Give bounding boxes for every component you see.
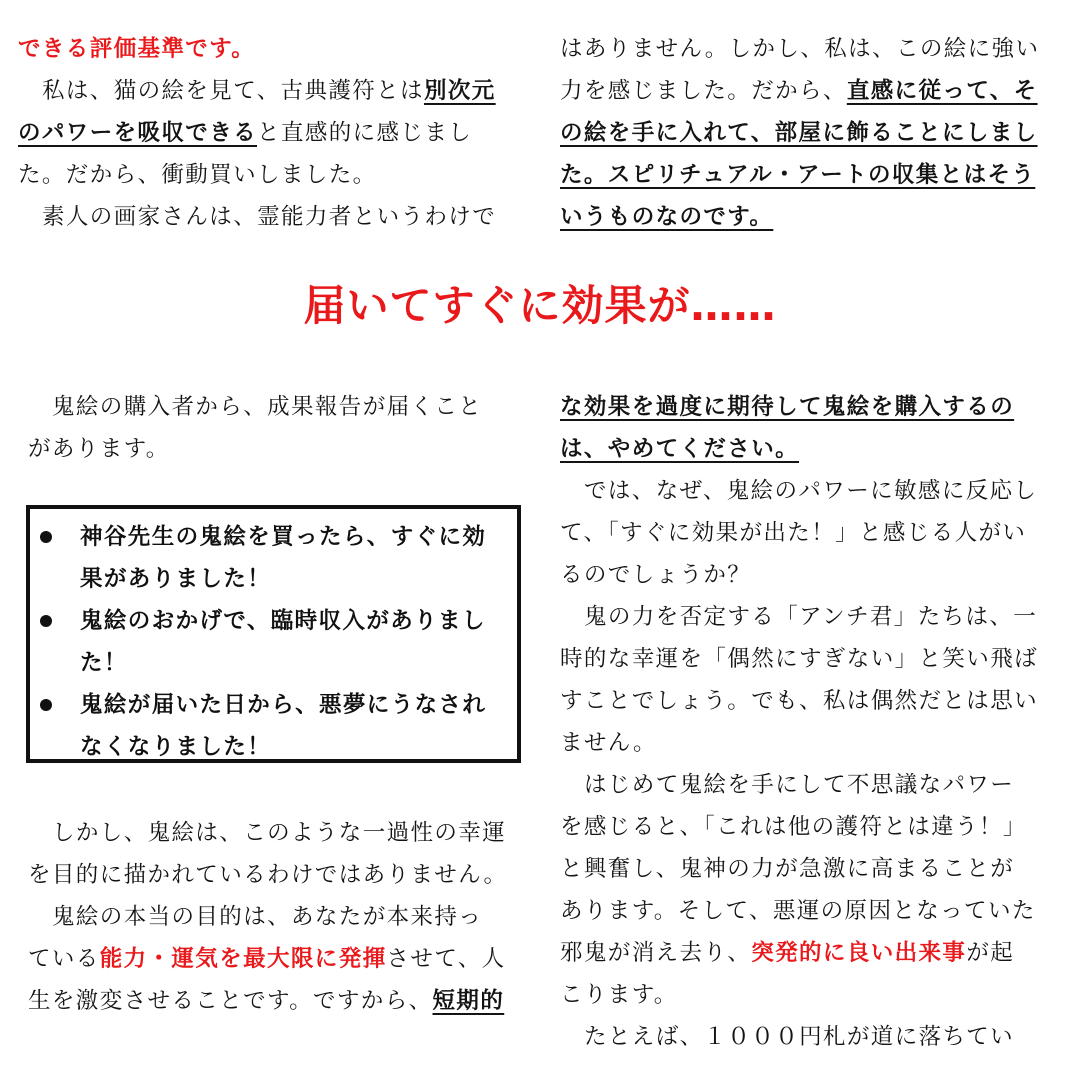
text-line xyxy=(28,990,504,1013)
text-segment: させて、人 xyxy=(386,946,506,972)
text-line: 鬼の力を否定する「アンチ君」たちは、一 xyxy=(584,604,1038,630)
emphasis-line: の絵を手に入れて、部屋に飾ることにしまし xyxy=(560,120,1038,146)
bullet-text: 鬼絵が届いた日から、悪夢にうなされ xyxy=(80,692,487,718)
emphasis-line: いうものなのです。 xyxy=(560,204,774,230)
highlight-text: 突発的に良い出来事 xyxy=(751,940,967,966)
emphasis-line: た。スピリチュアル・アートの収集とはそう xyxy=(560,162,1036,188)
text-segment: ている xyxy=(28,946,100,972)
text-segment: 生を激変させることです。ですから、 xyxy=(28,988,433,1014)
bullet-text: 神谷先生の鬼絵を買ったら、すぐに効 xyxy=(80,524,487,550)
text-line: を感じると、「これは他の護符とは違う！」 xyxy=(560,814,1027,840)
highlight-text: 能力・運気を最大限に発揮 xyxy=(99,946,387,972)
bullet-icon xyxy=(40,615,52,627)
text-line: はじめて鬼絵を手にして不思議なパワー xyxy=(584,772,1015,798)
text-line: ません。 xyxy=(560,730,657,756)
emphasis-text: のパワーを吸収できる xyxy=(18,120,258,146)
text-line xyxy=(42,80,496,103)
text-line: て、「すぐに効果が出た！」と感じる人がい xyxy=(560,520,1027,546)
text-line: 時的な幸運を「偶然にすぎない」と笑い飛ば xyxy=(560,646,1039,672)
bullet-text: 果がありました！ xyxy=(80,566,272,592)
emphasis-text: 短期的 xyxy=(432,988,505,1014)
emphasis-text: 別次元 xyxy=(423,78,496,104)
text-line: すことでしょう。でも、私は偶然だとは思い xyxy=(560,688,1039,714)
text-segment: が起 xyxy=(966,940,1015,966)
section-heading: 届いてすぐに効果が…… xyxy=(303,281,777,330)
text-segment: 邪鬼が消え去り、 xyxy=(560,940,752,966)
text-segment: 力を感じました。だから、 xyxy=(560,78,847,104)
bullet-icon xyxy=(40,531,52,543)
bullet-text: 鬼絵のおかげで、臨時収入がありまし xyxy=(80,608,486,634)
text-line: たとえば、１０００円札が道に落ちてい xyxy=(584,1024,1014,1050)
bullet-icon xyxy=(40,699,52,711)
text-line xyxy=(560,80,1038,103)
text-line: 素人の画家さんは、霊能力者というわけで xyxy=(42,204,497,230)
text-line: はありません。しかし、私は、この絵に強い xyxy=(560,36,1040,62)
text-line: できる評価基準です。 xyxy=(18,36,256,62)
text-segment: 私は、猫の絵を見て、古典護符とは xyxy=(42,78,424,104)
text-line: こります。 xyxy=(560,982,678,1008)
text-line: しかし、鬼絵は、このような一過性の幸運 xyxy=(52,820,507,846)
emphasis-line: な効果を過度に期待して鬼絵を購入するの xyxy=(560,394,1015,420)
text-line: 鬼絵の本当の目的は、あなたが本来持っ xyxy=(52,904,483,930)
text-line: と興奮し、鬼神の力が急激に高まることが xyxy=(560,856,1015,882)
text-line: た。だから、衝動買いしました。 xyxy=(18,162,377,188)
text-line xyxy=(560,942,1014,965)
text-line: では、なぜ、鬼絵のパワーに敏感に反応し xyxy=(584,478,1038,504)
text-segment: と直感的に感じまし xyxy=(257,120,473,146)
emphasis-line: は、やめてください。 xyxy=(560,436,800,462)
text-line: あります。そして、悪運の原因となっていた xyxy=(560,898,1036,924)
text-line: 鬼絵の購入者から、成果報告が届くこと xyxy=(52,394,483,420)
emphasis-text: 直感に従って、そ xyxy=(846,78,1038,104)
bullet-text: なくなりました！ xyxy=(80,734,272,760)
text-line: を目的に描かれているわけではありません。 xyxy=(28,862,508,888)
bullet-text: た！ xyxy=(80,650,128,676)
text-line: があります。 xyxy=(28,436,170,462)
text-line xyxy=(28,948,506,971)
text-line xyxy=(18,122,472,145)
text-line: るのでしょうか？ xyxy=(560,562,752,588)
